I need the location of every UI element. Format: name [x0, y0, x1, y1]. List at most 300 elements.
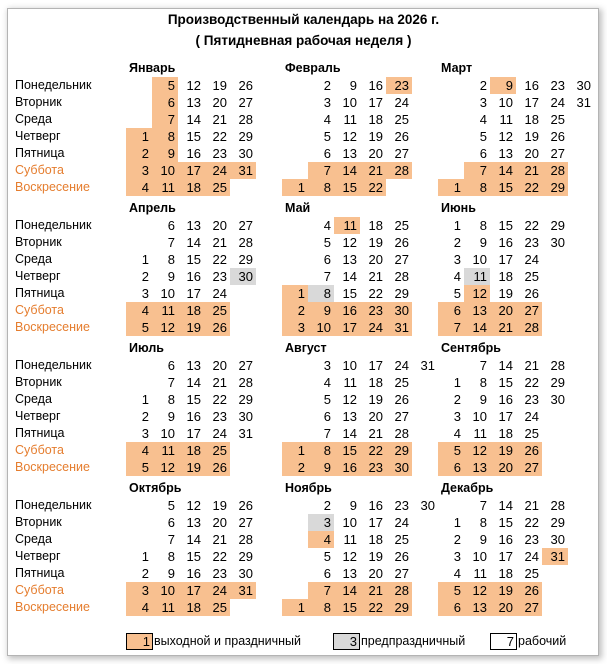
day-cell: 22 — [212, 392, 227, 407]
day-cell: 19 — [368, 549, 383, 564]
day-cell: 11 — [499, 112, 513, 127]
day-cell: 6 — [152, 94, 178, 111]
day-cell: 24 — [524, 252, 539, 267]
day-cell: 8 — [479, 375, 487, 390]
month-name: Сентябрь — [441, 341, 501, 355]
day-cell: 5 — [323, 129, 331, 144]
day-cell: 1 — [126, 128, 152, 145]
day-cell: 15 — [186, 129, 201, 144]
day-cell: 1 — [141, 392, 149, 407]
weekday-label: Пятница — [15, 426, 65, 440]
day-cell: 15 — [186, 549, 201, 564]
day-cell: 31 — [542, 548, 568, 565]
day-cell: 23 — [550, 78, 565, 93]
day-cell: 21 — [368, 269, 383, 284]
day-cell: 29 — [386, 599, 412, 616]
weekday-label: Среда — [15, 112, 52, 126]
day-cell: 10 — [342, 515, 357, 530]
day-cell: 24 — [212, 426, 227, 441]
weekday-label: Воскресение — [15, 180, 90, 194]
day-cell: 9 — [308, 302, 334, 319]
day-cell: 19 — [368, 235, 383, 250]
day-cell: 25 — [204, 302, 230, 319]
day-cell: 7 — [167, 375, 175, 390]
day-cell: 26 — [550, 129, 565, 144]
day-cell: 24 — [394, 95, 409, 110]
month-name: Апрель — [129, 201, 176, 215]
day-cell: 30 — [238, 409, 253, 424]
day-cell: 27 — [394, 252, 409, 267]
day-cell: 10 — [160, 426, 175, 441]
day-cell: 12 — [186, 498, 201, 513]
day-cell: 7 — [464, 162, 490, 179]
day-cell: 10 — [498, 95, 513, 110]
day-cell: 29 — [550, 375, 565, 390]
day-cell: 30 — [550, 235, 565, 250]
day-cell: 28 — [238, 235, 253, 250]
day-cell: 22 — [360, 599, 386, 616]
day-cell: 5 — [479, 129, 487, 144]
day-cell: 11 — [473, 426, 487, 441]
day-cell: 5 — [323, 392, 331, 407]
day-cell: 16 — [368, 498, 383, 513]
day-cell: 4 — [323, 218, 331, 233]
day-cell: 13 — [342, 409, 357, 424]
day-cell: 5 — [323, 549, 331, 564]
day-cell: 27 — [516, 459, 542, 476]
day-cell: 15 — [334, 442, 360, 459]
day-cell: 9 — [349, 78, 357, 93]
day-cell: 14 — [498, 358, 513, 373]
weekday-label: Понедельник — [15, 78, 92, 92]
day-cell: 11 — [473, 566, 487, 581]
day-cell: 29 — [238, 252, 253, 267]
weekday-label: Среда — [15, 392, 52, 406]
day-cell: 1 — [282, 285, 308, 302]
day-cell: 8 — [464, 179, 490, 196]
day-cell: 24 — [524, 549, 539, 564]
weekday-label: Воскресение — [15, 600, 90, 614]
day-cell: 19 — [368, 392, 383, 407]
day-cell: 13 — [186, 218, 201, 233]
day-cell: 16 — [334, 302, 360, 319]
day-cell: 24 — [212, 286, 227, 301]
day-cell: 31 — [420, 358, 435, 373]
day-cell: 17 — [178, 162, 204, 179]
day-cell: 17 — [368, 515, 383, 530]
day-cell: 16 — [368, 78, 383, 93]
day-cell: 6 — [323, 146, 331, 161]
weekday-label: Воскресение — [15, 320, 90, 334]
day-cell: 21 — [360, 582, 386, 599]
day-cell: 9 — [479, 532, 487, 547]
day-cell: 30 — [420, 498, 435, 513]
day-cell: 28 — [516, 319, 542, 336]
day-cell: 4 — [308, 531, 334, 548]
day-cell: 20 — [490, 302, 516, 319]
day-cell: 14 — [334, 582, 360, 599]
day-cell: 21 — [524, 498, 539, 513]
day-cell: 19 — [178, 319, 204, 336]
day-cell: 1 — [438, 179, 464, 196]
day-cell: 15 — [498, 218, 513, 233]
day-cell: 23 — [212, 146, 227, 161]
day-cell: 26 — [394, 549, 409, 564]
day-cell: 22 — [524, 218, 539, 233]
day-cell: 2 — [453, 532, 461, 547]
legend-swatch-holiday: 1 — [126, 633, 153, 650]
day-cell: 12 — [464, 582, 490, 599]
day-cell: 19 — [212, 78, 227, 93]
day-cell: 24 — [360, 319, 386, 336]
day-cell: 23 — [212, 566, 227, 581]
day-cell: 2 — [453, 392, 461, 407]
day-cell: 20 — [368, 566, 383, 581]
day-cell: 22 — [212, 549, 227, 564]
weekday-label: Пятница — [15, 146, 65, 160]
day-cell: 4 — [126, 179, 152, 196]
month-name: Июль — [129, 341, 164, 355]
day-cell: 13 — [342, 146, 357, 161]
day-cell: 4 — [126, 442, 152, 459]
day-cell: 27 — [394, 409, 409, 424]
day-cell: 11 — [343, 112, 357, 127]
day-cell: 4 — [323, 112, 331, 127]
day-cell: 7 — [167, 235, 175, 250]
weekday-label: Среда — [15, 532, 52, 546]
day-cell: 22 — [524, 515, 539, 530]
day-cell: 3 — [453, 409, 461, 424]
day-cell: 26 — [394, 235, 409, 250]
day-cell: 7 — [167, 532, 175, 547]
month-name: Август — [285, 341, 327, 355]
day-cell: 4 — [453, 426, 461, 441]
month-name: Март — [441, 61, 473, 75]
day-cell: 25 — [204, 179, 230, 196]
day-cell: 31 — [238, 426, 253, 441]
month-name: Январь — [129, 61, 176, 75]
day-cell: 18 — [178, 302, 204, 319]
day-cell: 1 — [282, 442, 308, 459]
day-cell: 8 — [152, 128, 178, 145]
day-cell: 18 — [368, 375, 383, 390]
day-cell: 10 — [472, 409, 487, 424]
day-cell: 9 — [490, 77, 516, 94]
day-cell: 28 — [386, 162, 412, 179]
day-cell: 27 — [516, 302, 542, 319]
day-cell: 18 — [368, 218, 383, 233]
day-cell: 18 — [368, 112, 383, 127]
day-cell: 26 — [204, 459, 230, 476]
day-cell: 28 — [386, 582, 412, 599]
day-cell: 16 — [186, 409, 201, 424]
day-cell: 2 — [323, 78, 331, 93]
day-cell: 23 — [524, 235, 539, 250]
day-cell: 24 — [204, 582, 230, 599]
day-cell: 20 — [212, 515, 227, 530]
day-cell: 10 — [160, 286, 175, 301]
day-cell: 15 — [334, 599, 360, 616]
day-cell: 3 — [126, 162, 152, 179]
day-cell: 5 — [126, 459, 152, 476]
weekday-label: Пятница — [15, 566, 65, 580]
day-cell: 16 — [334, 459, 360, 476]
day-cell: 28 — [238, 375, 253, 390]
day-cell: 16 — [186, 269, 201, 284]
day-cell: 15 — [498, 515, 513, 530]
day-cell: 26 — [516, 582, 542, 599]
day-cell: 23 — [524, 392, 539, 407]
day-cell: 18 — [498, 566, 513, 581]
day-cell: 29 — [394, 286, 409, 301]
legend-swatch-workday: 7 — [490, 633, 517, 650]
day-cell: 11 — [152, 599, 178, 616]
day-cell: 15 — [334, 179, 360, 196]
day-cell: 25 — [394, 375, 409, 390]
day-cell: 3 — [453, 549, 461, 564]
day-cell: 18 — [524, 112, 539, 127]
legend-swatch-preholiday: 3 — [333, 633, 360, 650]
weekday-label: Среда — [15, 252, 52, 266]
day-cell: 11 — [152, 442, 178, 459]
day-cell: 6 — [323, 409, 331, 424]
day-cell: 6 — [167, 358, 175, 373]
day-cell: 15 — [186, 252, 201, 267]
day-cell: 25 — [394, 218, 409, 233]
day-cell: 10 — [342, 95, 357, 110]
day-cell: 24 — [394, 358, 409, 373]
day-cell: 4 — [323, 375, 331, 390]
day-cell: 13 — [186, 95, 201, 110]
day-cell: 5 — [167, 498, 175, 513]
day-cell: 14 — [186, 112, 201, 127]
day-cell: 14 — [342, 269, 357, 284]
day-cell: 20 — [490, 459, 516, 476]
day-cell: 25 — [524, 426, 539, 441]
day-cell: 11 — [343, 375, 357, 390]
day-cell: 1 — [141, 252, 149, 267]
day-cell: 1 — [282, 179, 308, 196]
day-cell: 20 — [212, 358, 227, 373]
day-cell: 13 — [464, 599, 490, 616]
weekday-label: Воскресение — [15, 460, 90, 474]
weekday-label: Пятница — [15, 286, 65, 300]
day-cell: 14 — [186, 532, 201, 547]
day-cell: 17 — [186, 286, 201, 301]
day-cell: 7 — [479, 498, 487, 513]
day-cell: 30 — [550, 392, 565, 407]
day-cell: 4 — [126, 302, 152, 319]
day-cell: 13 — [342, 252, 357, 267]
day-cell: 1 — [282, 599, 308, 616]
day-cell: 16 — [186, 146, 201, 161]
day-cell: 23 — [212, 409, 227, 424]
day-cell: 28 — [542, 162, 568, 179]
day-cell: 11 — [152, 179, 178, 196]
day-cell: 19 — [178, 459, 204, 476]
day-cell: 12 — [498, 129, 513, 144]
day-cell: 2 — [141, 409, 149, 424]
day-cell: 25 — [394, 532, 409, 547]
day-cell: 19 — [490, 442, 516, 459]
day-cell: 27 — [550, 146, 565, 161]
day-cell: 6 — [323, 252, 331, 267]
day-cell: 30 — [576, 78, 591, 93]
weekday-label: Понедельник — [15, 218, 92, 232]
day-cell: 26 — [394, 392, 409, 407]
day-cell: 3 — [323, 95, 331, 110]
day-cell: 2 — [453, 235, 461, 250]
month-name: Февраль — [285, 61, 341, 75]
day-cell: 31 — [386, 319, 412, 336]
weekday-label: Вторник — [15, 95, 62, 109]
day-cell: 19 — [490, 582, 516, 599]
day-cell: 10 — [472, 252, 487, 267]
day-cell: 9 — [479, 392, 487, 407]
day-cell: 21 — [212, 112, 227, 127]
day-cell: 13 — [464, 302, 490, 319]
day-cell: 24 — [204, 162, 230, 179]
day-cell: 3 — [141, 426, 149, 441]
weekday-label: Четверг — [15, 269, 61, 283]
day-cell: 8 — [308, 179, 334, 196]
day-cell: 14 — [342, 426, 357, 441]
day-cell: 8 — [308, 285, 334, 302]
day-cell: 8 — [167, 392, 175, 407]
weekday-label: Вторник — [15, 375, 62, 389]
day-cell: 17 — [368, 358, 383, 373]
day-cell: 6 — [438, 599, 464, 616]
day-cell: 22 — [212, 252, 227, 267]
weekday-label: Суббота — [15, 163, 64, 177]
day-cell: 29 — [550, 218, 565, 233]
day-cell: 9 — [152, 145, 178, 162]
day-cell: 2 — [126, 145, 152, 162]
day-cell: 19 — [498, 286, 513, 301]
day-cell: 12 — [186, 78, 201, 93]
month-name: Май — [285, 201, 311, 215]
month-name: Ноябрь — [285, 481, 332, 495]
month-name: Октябрь — [129, 481, 182, 495]
day-cell: 9 — [308, 459, 334, 476]
day-cell: 2 — [141, 566, 149, 581]
day-cell: 9 — [167, 409, 175, 424]
day-cell: 22 — [368, 286, 383, 301]
day-cell: 13 — [186, 515, 201, 530]
day-cell: 28 — [394, 426, 409, 441]
day-cell: 26 — [238, 498, 253, 513]
day-cell: 9 — [167, 269, 175, 284]
day-cell: 8 — [167, 549, 175, 564]
day-cell: 20 — [368, 146, 383, 161]
day-cell: 21 — [524, 358, 539, 373]
day-cell: 7 — [308, 582, 334, 599]
day-cell: 17 — [498, 549, 513, 564]
day-cell: 6 — [167, 515, 175, 530]
day-cell: 22 — [212, 129, 227, 144]
day-cell: 10 — [342, 358, 357, 373]
day-cell: 3 — [479, 95, 487, 110]
day-cell: 28 — [238, 112, 253, 127]
day-cell: 27 — [238, 218, 253, 233]
day-cell: 6 — [479, 146, 487, 161]
day-cell: 20 — [490, 599, 516, 616]
day-cell: 16 — [524, 78, 539, 93]
day-cell: 24 — [524, 409, 539, 424]
day-cell: 4 — [453, 269, 461, 284]
day-cell: 20 — [524, 146, 539, 161]
day-cell: 4 — [126, 599, 152, 616]
day-cell: 2 — [282, 302, 308, 319]
day-cell: 28 — [550, 498, 565, 513]
day-cell: 17 — [368, 95, 383, 110]
day-cell: 21 — [490, 319, 516, 336]
day-cell: 26 — [516, 442, 542, 459]
day-cell: 5 — [152, 77, 178, 94]
day-cell: 29 — [542, 179, 568, 196]
day-cell: 29 — [550, 515, 565, 530]
day-cell: 31 — [230, 162, 256, 179]
weekday-label: Понедельник — [15, 498, 92, 512]
day-cell: 2 — [282, 459, 308, 476]
day-cell: 23 — [212, 269, 227, 284]
day-cell: 5 — [323, 235, 331, 250]
day-cell: 16 — [498, 235, 513, 250]
day-cell: 6 — [323, 566, 331, 581]
weekday-label: Суббота — [15, 303, 64, 317]
day-cell: 5 — [438, 442, 464, 459]
day-cell: 12 — [342, 129, 357, 144]
day-cell: 25 — [524, 566, 539, 581]
day-cell: 29 — [386, 442, 412, 459]
day-cell: 15 — [342, 286, 357, 301]
day-cell: 18 — [498, 269, 513, 284]
weekday-label: Вторник — [15, 515, 62, 529]
day-cell: 20 — [368, 252, 383, 267]
day-cell: 8 — [308, 599, 334, 616]
day-cell: 26 — [524, 286, 539, 301]
day-cell: 3 — [308, 514, 334, 531]
month-name: Июнь — [441, 201, 476, 215]
day-cell: 30 — [238, 566, 253, 581]
day-cell: 10 — [308, 319, 334, 336]
day-cell: 4 — [453, 566, 461, 581]
day-cell: 16 — [498, 532, 513, 547]
day-cell: 7 — [438, 319, 464, 336]
day-cell: 26 — [204, 319, 230, 336]
day-cell: 21 — [212, 235, 227, 250]
day-cell: 14 — [498, 498, 513, 513]
day-cell: 2 — [141, 269, 149, 284]
day-cell: 10 — [152, 582, 178, 599]
day-cell: 13 — [186, 358, 201, 373]
day-cell: 29 — [238, 129, 253, 144]
day-cell: 18 — [368, 532, 383, 547]
weekday-label: Четверг — [15, 129, 61, 143]
day-cell: 21 — [360, 162, 386, 179]
day-cell: 18 — [498, 426, 513, 441]
day-cell: 5 — [438, 582, 464, 599]
day-cell: 11 — [464, 268, 490, 285]
day-cell: 6 — [167, 218, 175, 233]
day-cell: 28 — [238, 532, 253, 547]
day-cell: 8 — [479, 218, 487, 233]
day-cell: 15 — [186, 392, 201, 407]
day-cell: 9 — [349, 498, 357, 513]
day-cell: 13 — [498, 146, 513, 161]
day-cell: 19 — [212, 498, 227, 513]
day-cell: 5 — [453, 286, 461, 301]
